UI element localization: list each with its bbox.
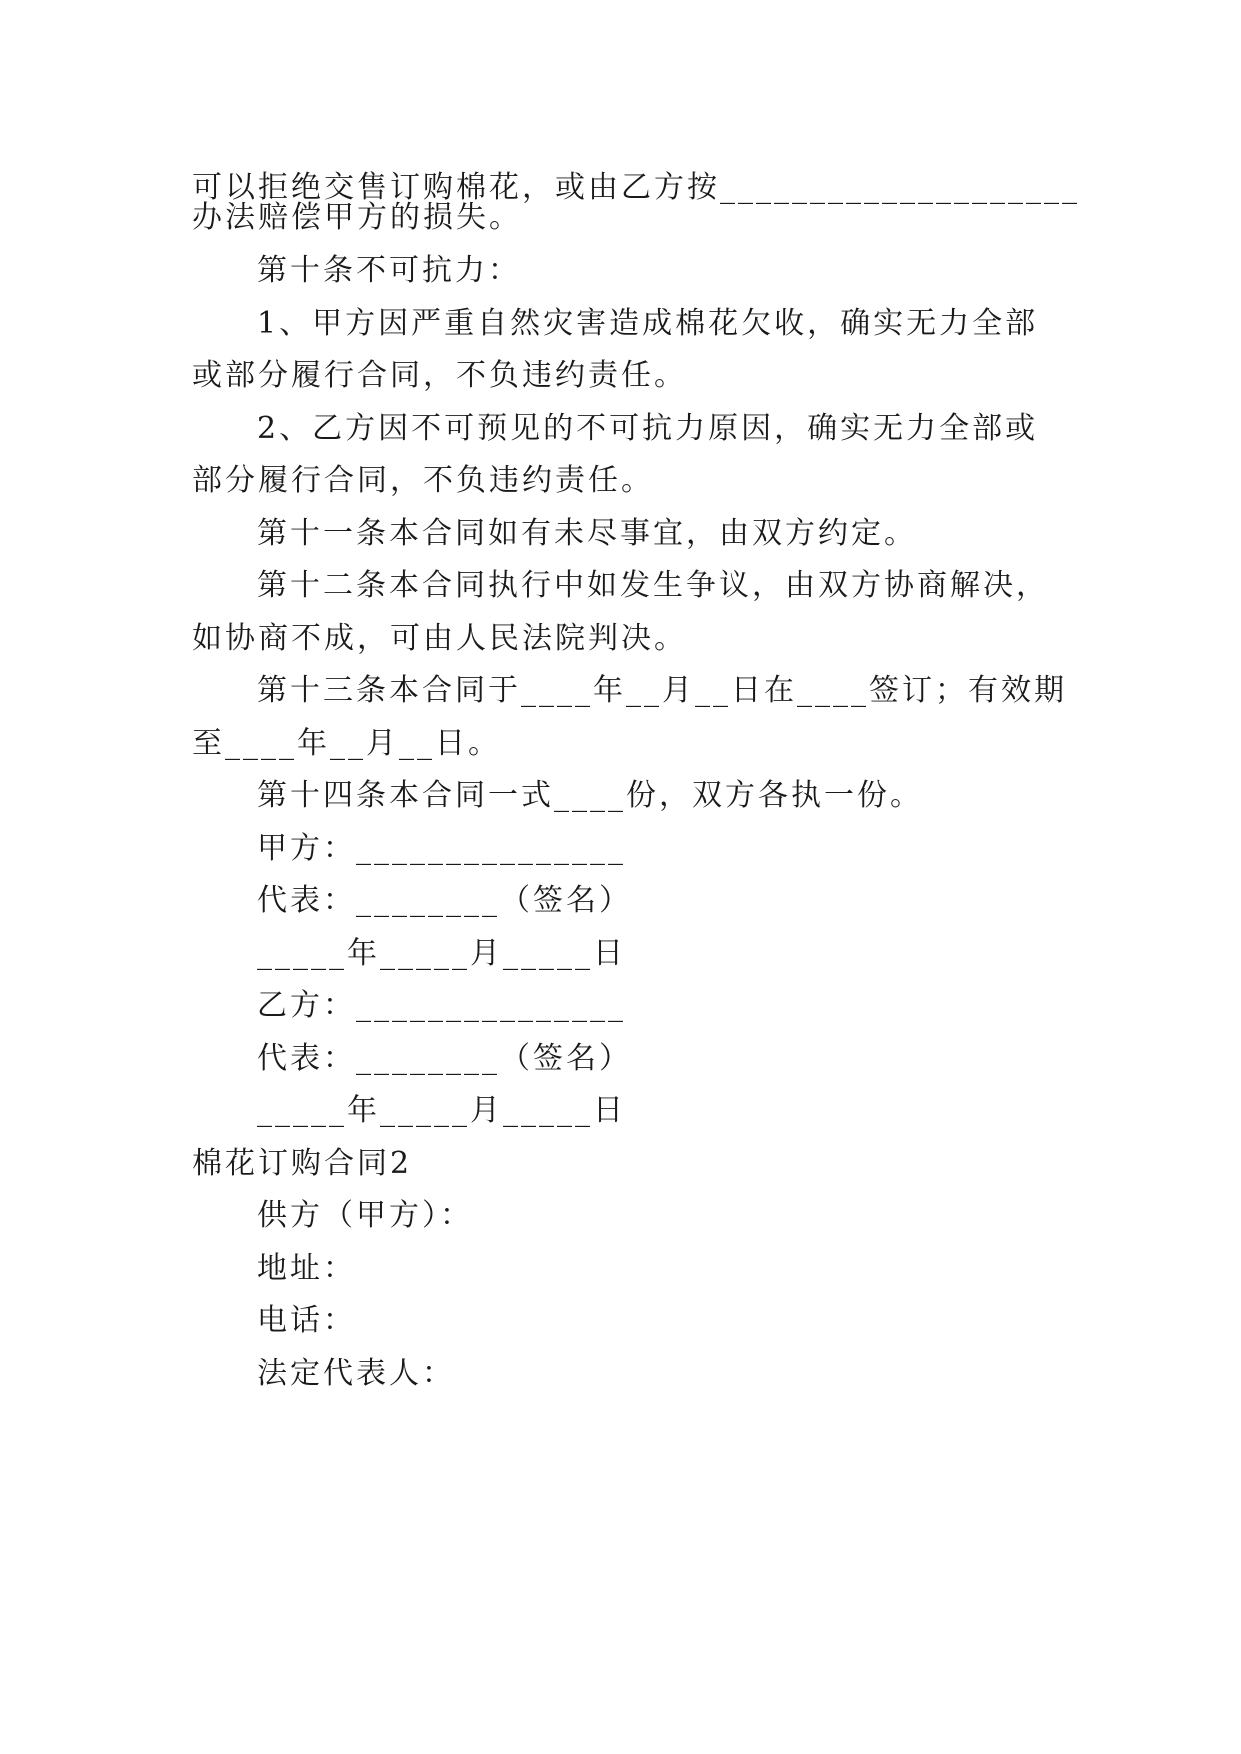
party-b-representative-line: 代表：________（签名） <box>257 1041 632 1076</box>
legal-representative-field-label: 法定代表人： <box>257 1356 455 1391</box>
party-b-date-line: _____年_____月_____日 <box>257 1093 626 1128</box>
clause-9-continued-line-2: 办法赔偿甲方的损失。 <box>192 200 522 235</box>
clause-10-item-2-line-1: 2、乙方因不可预见的不可抗力原因，确实无力全部或 <box>257 411 1039 446</box>
party-a-date-line: _____年_____月_____日 <box>257 936 626 971</box>
clause-9-continued-line-1: 可以拒绝交售订购棉花，或由乙方按____________________ <box>192 170 1080 205</box>
phone-field-label: 电话： <box>257 1303 356 1338</box>
clause-12-line-1: 第十二条本合同执行中如发生争议，由双方协商解决， <box>257 568 1049 603</box>
clause-14: 第十四条本合同一式____份，双方各执一份。 <box>257 778 923 813</box>
clause-11: 第十一条本合同如有未尽事宜，由双方约定。 <box>257 516 917 551</box>
contract-2-title: 棉花订购合同2 <box>192 1146 413 1181</box>
clause-10-item-1-line-2: 或部分履行合同，不负违约责任。 <box>192 358 687 393</box>
clause-10-item-1-line-1: 1、甲方因严重自然灾害造成棉花欠收，确实无力全部 <box>257 306 1039 341</box>
clause-10-heading: 第十条不可抗力： <box>257 253 521 288</box>
supplier-field-label: 供方（甲方）： <box>257 1198 473 1233</box>
party-a-representative-line: 代表：________（签名） <box>257 883 632 918</box>
clause-13-line-1: 第十三条本合同于____年__月__日在____签订；有效期 <box>257 673 1067 708</box>
party-b-line: 乙方：_______________ <box>257 988 626 1023</box>
clause-12-line-2: 如协商不成，可由人民法院判决。 <box>192 621 687 656</box>
clause-10-item-2-line-2: 部分履行合同，不负违约责任。 <box>192 463 654 498</box>
clause-13-line-2: 至____年__月__日。 <box>192 726 501 761</box>
address-field-label: 地址： <box>257 1251 356 1286</box>
party-a-line: 甲方：_______________ <box>257 831 626 866</box>
